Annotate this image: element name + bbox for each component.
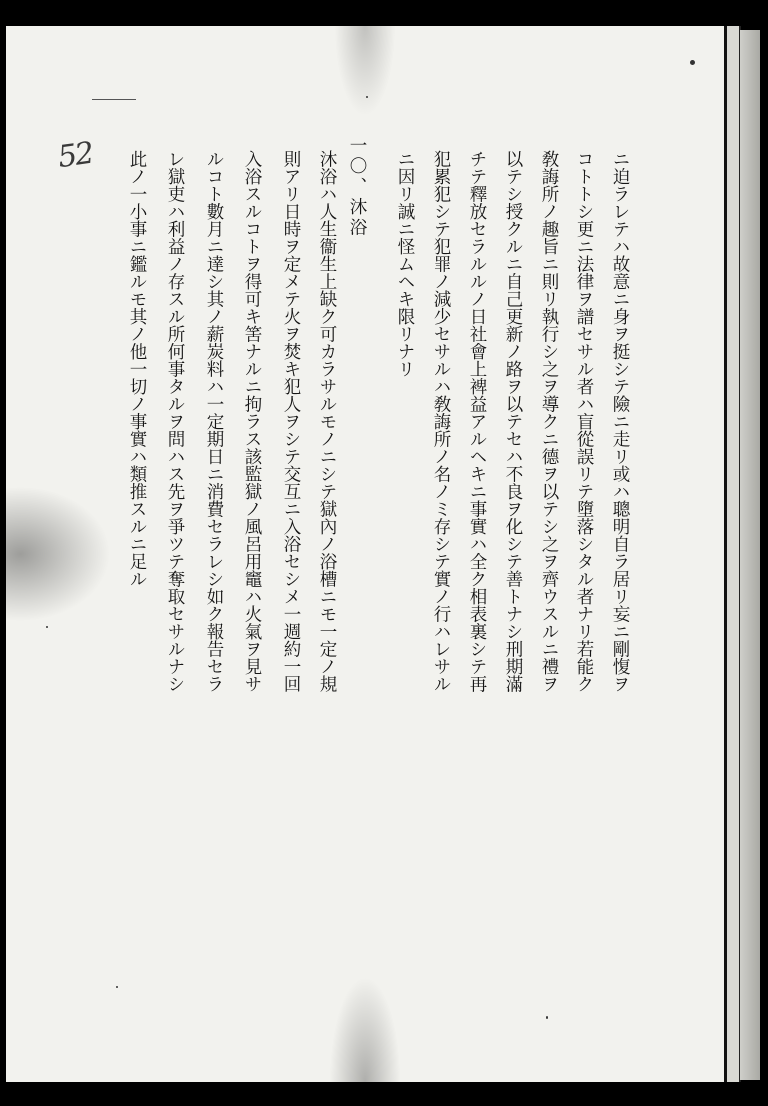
text-column-1: ニ迫ラレテハ故意ニ身ヲ挺シテ險ニ走リ或ハ聰明自ラ居リ妄ニ剛愎ヲ <box>610 150 630 693</box>
page-spine <box>724 26 741 1082</box>
scan-speck <box>116 986 118 988</box>
text-column-10: 入浴スルコトヲ得可キ筈ナルニ拘ラス該監獄ノ風呂用竈ハ火氣ヲ見サ <box>242 150 262 693</box>
text-column-9: 則アリ日時ヲ定メテ火ヲ焚キ犯人ヲシテ交互ニ入浴セシメ一週約一回 <box>281 150 301 693</box>
text-column-13: 此ノ一小事ニ鑑ルモ其ノ他一切ノ事實ハ類推スルニ足ル <box>127 150 147 588</box>
text-column-5: チテ釋放セラルルノ日社會上裨益アルヘキニ事實ハ全ク相表裏シテ再 <box>467 150 487 693</box>
text-column-12: レ獄吏ハ利益ノ存スル所何事タルヲ問ハス先ヲ爭ツテ奪取セサルナシ <box>165 150 185 693</box>
scan-speck <box>46 626 48 628</box>
paper-sheet <box>6 26 724 1082</box>
text-column-6: 犯累犯シテ犯罪ノ減少セサルハ敎誨所ノ名ノミ存シテ實ノ行ハレサル <box>431 150 451 693</box>
header-rule <box>92 99 136 100</box>
text-column-7: ニ因リ誠ニ怪ムヘキ限リナリ <box>395 150 415 378</box>
text-column-11: ルコト數月ニ達シ其ノ薪炭料ハ一定期日ニ消費セラレシ如ク報告セラ <box>204 150 224 693</box>
scan-speck <box>690 60 695 65</box>
handwritten-page-number: 52 <box>55 135 95 176</box>
scan-speck <box>366 96 368 98</box>
text-column-3: 敎誨所ノ趣旨ニ則リ執行シ之ヲ導クニ德ヲ以テシ之ヲ齊ウスルニ禮ヲ <box>539 150 559 693</box>
scan-speck <box>546 1016 548 1019</box>
adjacent-page-edge <box>740 30 760 1080</box>
text-column-2: コトトシ更ニ法律ヲ譜セサル者ハ盲從誤リテ墮落シタル者ナリ若能ク <box>574 150 594 693</box>
text-column-4: 以テシ授クルニ自己更新ノ路ヲ以テセハ不良ヲ化シテ善トナシ刑期滿 <box>503 150 523 693</box>
section-heading: 一〇、沐浴 <box>347 136 367 239</box>
text-column-8: 沐浴ハ人生衞生上缺ク可カラサルモノニシテ獄內ノ浴槽ニモ一定ノ規 <box>317 150 337 693</box>
